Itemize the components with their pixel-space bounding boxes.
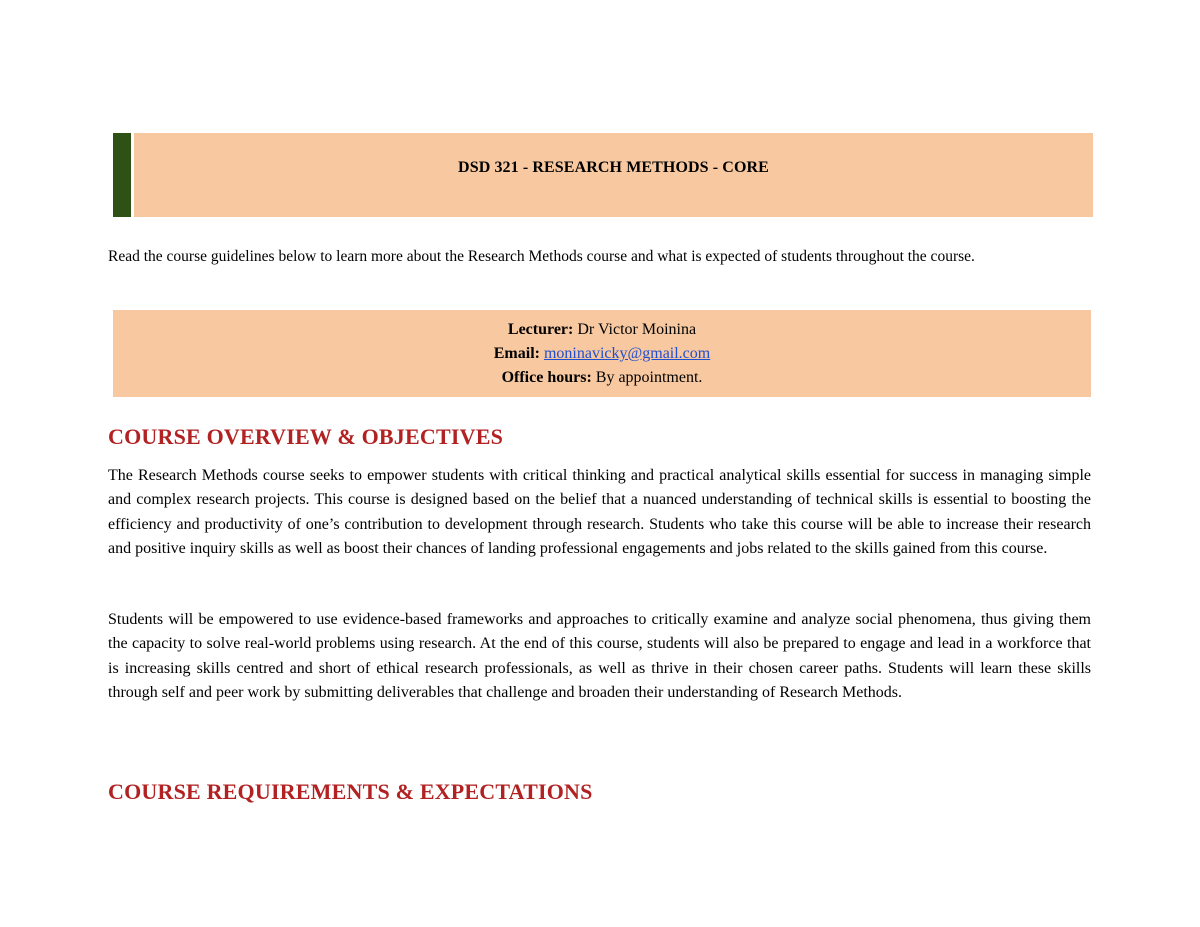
lecturer-line — [113, 318, 1091, 342]
overview-paragraph-1: The Research Methods course seeks to empower students with critical thinking and practical analytical skills essential for success in managing simple and complex research projects. This course is designed based on the belief that a nuanced understanding of technical skills is essential to boosting the efficiency and productivity of one’s contribution to development through research. Students who take this course will be able to increase their research and positive inquiry skills as well as boost their chances of landing professional engagements and jobs related to the skills gained from this course. — [108, 467, 1091, 557]
course-title-banner — [113, 133, 1093, 217]
office-hours-label: Office hours: — [501, 369, 592, 386]
title-banner-fill — [134, 133, 1093, 217]
email-line — [113, 342, 1091, 366]
overview-paragraph-2: Students will be empowered to use evidence-based frameworks and approaches to critically examine and analyze social phenomena, thus giving them the capacity to solve real-world problems using research. At the end of this course, students will also be prepared to engage and lead in a workforce that is increasing skills centred and short of ethical research professionals, as well as thrive in their chosen career paths. Students will learn these skills through self and peer work by submitting deliverables that challenge and broaden their understanding of Research Methods. — [108, 611, 1091, 701]
lecturer-label: Lecturer: — [507, 321, 574, 338]
overview-heading: COURSE OVERVIEW & OBJECTIVES — [108, 424, 504, 449]
lecturer-value: Dr Victor Moinina — [573, 321, 697, 338]
email-label: Email: — [493, 345, 540, 362]
requirements-heading: COURSE REQUIREMENTS & EXPECTATIONS — [108, 779, 593, 804]
office-hours-line — [113, 366, 1091, 390]
intro-text: Read the course guidelines below to learn more about the Research Methods course and what is expected of students throughout the course. — [108, 248, 975, 265]
email-link[interactable]: moninavicky@gmail.com — [543, 345, 711, 362]
title-accent-stripe — [113, 133, 131, 217]
course-title: DSD 321 - RESEARCH METHODS - CORE — [458, 159, 769, 176]
office-hours-value: By appointment. — [591, 369, 703, 386]
lecturer-info-box — [113, 310, 1091, 397]
